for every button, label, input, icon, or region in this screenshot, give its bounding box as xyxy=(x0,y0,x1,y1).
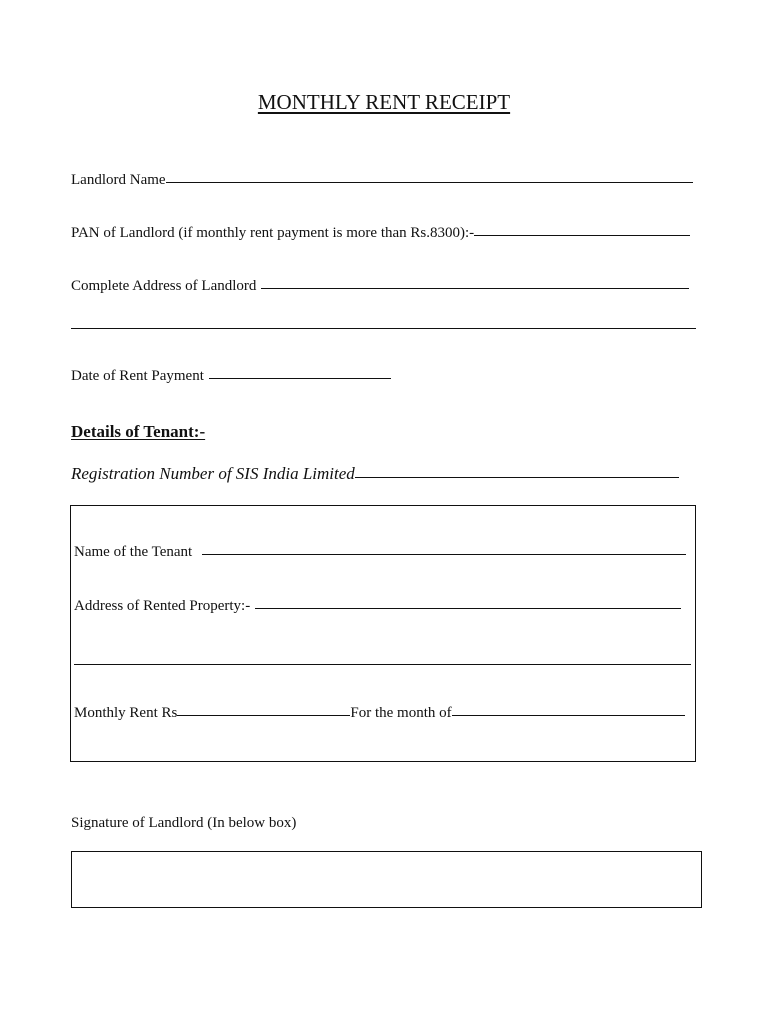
landlord-address-label: Complete Address of Landlord xyxy=(71,278,257,294)
property-address-row xyxy=(74,598,681,615)
tenant-name-field[interactable] xyxy=(202,553,686,555)
landlord-address-field-line-2[interactable] xyxy=(71,328,696,329)
landlord-address-field[interactable] xyxy=(261,287,689,289)
landlord-address-row xyxy=(71,278,689,295)
property-address-field-line-2[interactable] xyxy=(74,664,691,665)
landlord-name-label: Landlord Name xyxy=(71,172,166,188)
registration-field[interactable] xyxy=(355,476,679,478)
rent-date-row xyxy=(71,368,391,385)
landlord-pan-row xyxy=(71,225,690,242)
property-address-label: Address of Rented Property:- xyxy=(74,598,251,614)
registration-row xyxy=(71,464,679,484)
rent-date-field[interactable] xyxy=(209,377,391,379)
landlord-name-row xyxy=(71,172,693,189)
landlord-pan-label: PAN of Landlord (if monthly rent payment is more than Rs.8300):- xyxy=(71,225,475,241)
signature-label: Signature of Landlord (In below box) xyxy=(71,815,297,831)
tenant-section-heading: Details of Tenant:- xyxy=(71,422,206,441)
landlord-pan-field[interactable] xyxy=(474,234,690,236)
landlord-name-field[interactable] xyxy=(166,181,693,183)
tenant-name-label: Name of the Tenant xyxy=(74,544,193,560)
rent-month-label: For the month of xyxy=(350,705,452,721)
registration-label: Registration Number of SIS India Limited xyxy=(71,464,355,483)
page-title: MONTHLY RENT RECEIPT xyxy=(257,90,511,114)
rent-date-label: Date of Rent Payment xyxy=(71,368,204,384)
tenant-name-row xyxy=(74,544,686,561)
signature-box[interactable] xyxy=(71,851,702,908)
property-address-field[interactable] xyxy=(255,607,681,609)
monthly-rent-field[interactable] xyxy=(177,714,350,716)
rent-month-field[interactable] xyxy=(452,714,685,716)
monthly-rent-label: Monthly Rent Rs xyxy=(74,705,178,721)
rent-amount-row xyxy=(74,705,685,722)
